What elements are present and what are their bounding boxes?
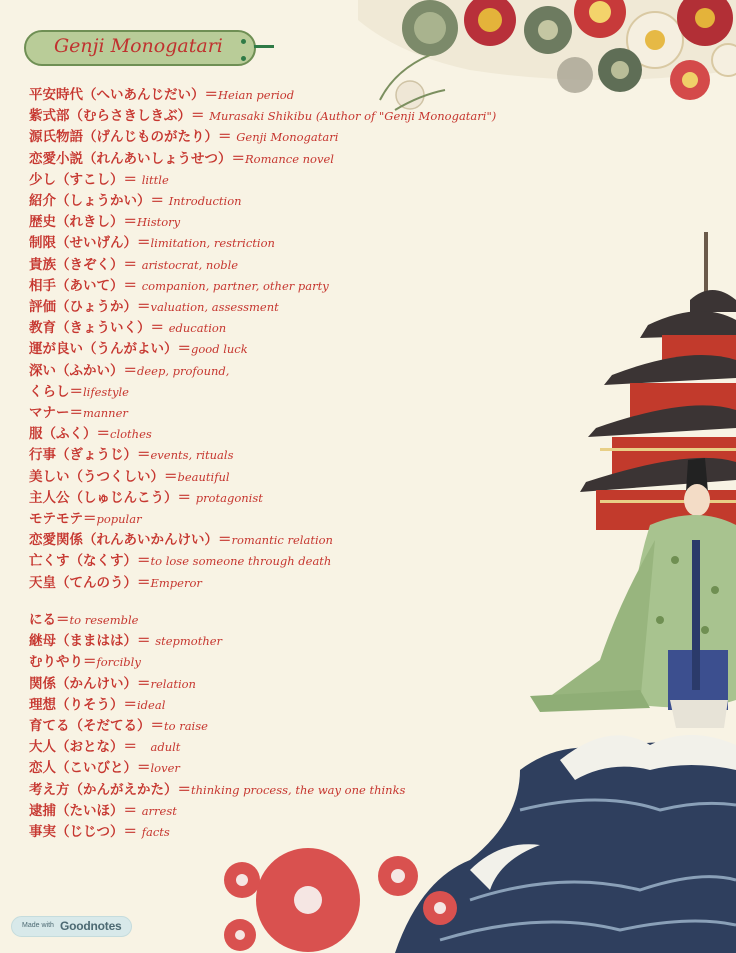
vocab-entry [29,168,169,189]
vocab-japanese: にる＝ [29,612,70,628]
badge-brand-text: Goodnotes [60,919,122,933]
vocab-japanese: マナー＝ [29,405,83,421]
vocab-english: romantic relation [231,533,333,548]
page-title: Genji Monogatari [54,35,223,57]
badge-small-text: Made with [22,922,54,929]
vocab-entry [29,210,180,231]
vocab-entry [29,486,263,507]
vocab-entry [29,443,234,464]
vocab-japanese: 恋人（こいびと）＝ [29,760,151,777]
vocab-english: aristocrat, noble [141,257,239,272]
vocab-entry [29,778,405,799]
vocab-japanese: 逮捕（たいほ）＝ [29,802,142,819]
vocab-entry [29,231,275,252]
vocab-entry [29,799,177,820]
vocab-entry [29,465,230,486]
vocab-japanese: 天皇（てんのう）＝ [29,574,151,591]
vocab-english: education [168,321,227,336]
vocab-japanese: 育てる（そだてる）＝ [29,718,164,734]
vocab-entry [29,380,129,401]
vocab-english: Murasaki Shikibu (Author of "Genji Monogatari") [209,109,497,124]
vocab-entry [29,104,496,125]
vocab-entry [29,756,180,777]
vocab-japanese: 評価（ひょうか）＝ [29,299,151,315]
vocab-japanese: 継母（ままはは）＝ [29,633,156,650]
vocab-english: forcibly [96,655,141,670]
vocab-japanese: 亡くす（なくす）＝ [29,553,151,570]
vocab-english: to resemble [69,613,139,627]
vocab-english: valuation, assessment [150,300,279,314]
vocab-japanese: 源氏物語（げんじものがたり）＝ [29,129,237,146]
vocab-entry [29,571,202,592]
vocab-english: lifestyle [83,384,129,399]
vocab-japanese: 深い（ふかい）＝ [29,362,137,379]
vocab-english: arrest [141,803,177,818]
chrysanthemum-flowers-illustration [358,0,736,110]
vocab-entry [29,147,334,168]
vocab-english: Genji Monogatari [236,130,339,145]
vocab-japanese: 事実（じじつ）＝ [29,824,142,840]
vocab-entry [29,528,333,549]
vocab-japanese: 恋愛小説（れんあいしょうせつ）＝ [29,150,245,167]
pagoda-illustration [580,232,736,530]
vocab-entry [29,650,141,671]
vocab-english: popular [96,512,142,526]
vocab-english: manner [83,406,128,420]
vocab-english: Emperor [150,575,202,590]
vocab-entry [29,189,242,210]
vocab-english: little [141,172,169,187]
vocab-japanese: 紹介（しょうかい）＝ [29,193,169,209]
vocab-entry [29,83,294,104]
vocab-english: Romance novel [245,151,334,166]
vocab-japanese: 紫式部（むらさきしきぶ）＝ [29,108,210,125]
vocab-entry [29,125,338,146]
vocab-japanese: 考え方（かんがえかた）＝ [29,781,191,798]
vocab-japanese: 貴族（きぞく）＝ [29,256,142,273]
title-line-decoration [254,45,274,48]
vocab-english: clothes [110,427,152,442]
vocab-japanese: 相手（あいて）＝ [29,277,142,294]
vocab-japanese: 歴史（れきし）＝ [29,214,137,231]
vocab-japanese: 美しい（うつくしい）＝ [29,468,178,485]
vocab-entry [29,507,142,528]
vocab-entry [29,422,152,443]
title-banner [24,30,256,66]
vocab-entry [29,549,331,570]
vocab-english: good luck [191,342,248,357]
vocab-entry [29,714,208,735]
vocab-japanese: 関係（かんけい）＝ [29,675,151,692]
vocab-entry [29,274,329,295]
vocab-japanese: 教育（きょういく）＝ [29,320,169,337]
vocab-english: ideal [137,697,166,712]
vocab-english: Introduction [168,194,242,208]
vocab-english: Heian period [218,88,295,102]
vocab-japanese: 行事（ぎょうじ）＝ [29,447,151,464]
vocab-entry [29,316,226,337]
vocab-english: adult [150,740,181,755]
vocab-japanese: 平安時代（へいあんじだい）＝ [29,87,218,103]
vocab-english: lover [150,761,180,776]
made-with-goodnotes-badge[interactable] [11,916,132,937]
vocab-japanese: 恋愛関係（れんあいかんけい）＝ [29,532,232,549]
vocab-entry [29,337,248,358]
vocab-japanese: 大人（おとな）＝ [29,739,151,756]
vocab-entry [29,253,238,274]
vocab-japanese: くらし＝ [29,383,83,400]
vocab-english: companion, partner, other party [141,278,329,293]
vocab-entry [29,820,170,841]
vocab-english: History [137,215,181,230]
vocab-entry [29,359,229,380]
vocab-entry [29,401,128,422]
vocab-english: protagonist [195,490,263,505]
vocab-japanese: 理想（りそう）＝ [29,696,137,713]
vocab-entry [29,735,180,756]
vocab-japanese: 制限（せいげん）＝ [29,235,151,252]
vocab-english: facts [141,825,170,839]
vocab-entry [29,693,165,714]
vocab-entry [29,295,279,316]
vocab-english: limitation, restriction [150,236,275,251]
vocab-japanese: 少し（すこし）＝ [29,171,142,188]
vocab-japanese: モテモテ＝ [29,511,97,527]
vocab-english: stepmother [155,634,223,649]
vocab-english: beautiful [177,469,230,484]
vocab-entry [29,672,196,693]
vocab-english: events, rituals [150,448,234,463]
vocab-english: to raise [164,719,208,733]
vocab-entry [29,629,222,650]
vocab-english: thinking process, the way one thinks [191,782,406,797]
vocab-japanese: 主人公（しゅじんこう）＝ [29,489,196,506]
vocab-english: relation [150,676,196,691]
vocab-japanese: 運が良い（うんがよい）＝ [29,341,191,358]
vocab-japanese: むりやり＝ [29,654,97,671]
vocab-japanese: 服（ふく）＝ [29,426,110,443]
title-dots-decoration [241,37,251,63]
vocab-entry [29,608,138,629]
vocab-english: to lose someone through death [150,554,332,569]
vocab-english: deep, profound, [137,363,230,378]
